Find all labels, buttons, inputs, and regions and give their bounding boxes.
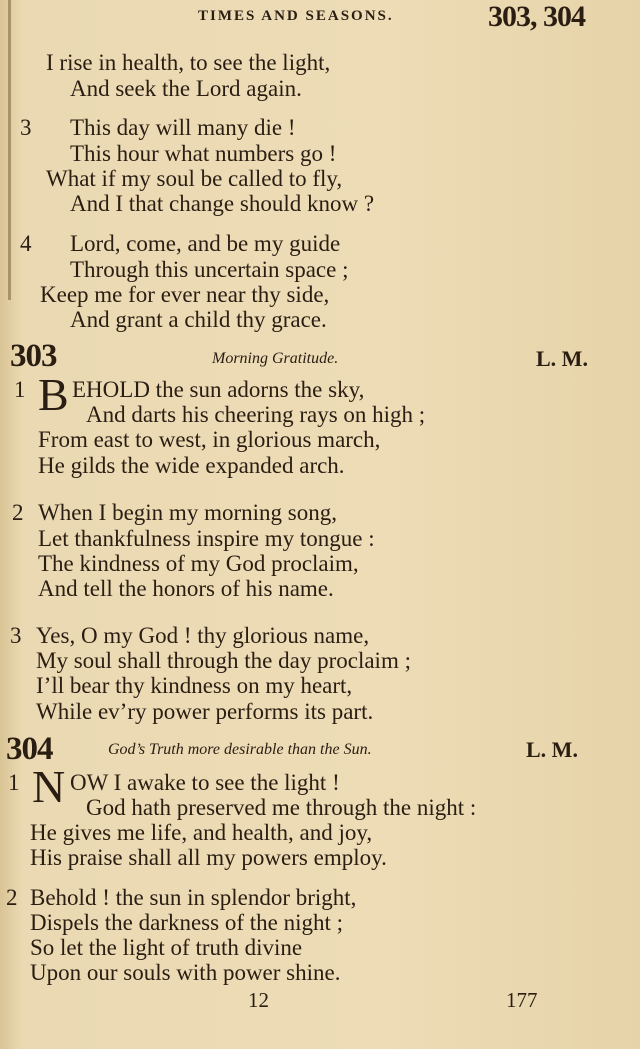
verse-line: Let thankfulness inspire my tongue :: [38, 526, 375, 551]
verse-line: Yes, O my God ! thy glorious name,: [36, 623, 370, 648]
verse-number: 1: [14, 377, 26, 402]
signature-mark: 12: [248, 988, 269, 1012]
verse-line: The kindness of my God proclaim,: [38, 551, 359, 576]
verse-line: And tell the honors of his name.: [38, 576, 334, 601]
verse-number: 2: [12, 500, 24, 525]
verse-line: When I begin my morning song,: [38, 500, 337, 525]
verse-number: 3: [10, 623, 22, 648]
verse-line: And I that change should know ?: [70, 191, 375, 216]
verse-line: This hour what numbers go !: [70, 141, 337, 166]
page-number: 177: [506, 988, 538, 1012]
carryover-line: I rise in health, to see the light,: [46, 50, 331, 75]
verse-line: OW I awake to see the light !: [70, 770, 340, 795]
verse-line: I’ll bear thy kindness on my heart,: [36, 673, 353, 698]
verse-line: Through this uncertain space ;: [70, 257, 349, 282]
verse-line: What if my soul be called to fly,: [46, 166, 343, 191]
drop-capital: N: [32, 761, 66, 812]
verse-line: He gives me life, and health, and joy,: [30, 820, 373, 845]
verse-line: While ev’ry power performs its part.: [36, 699, 374, 724]
running-title: TIMES AND SEASONS.: [198, 8, 394, 24]
drop-capital: B: [38, 369, 69, 420]
page-spine-edge: [8, 0, 11, 300]
verse-number: 2: [6, 885, 18, 910]
verse-line: God hath preserved me through the night :: [86, 795, 477, 820]
hymn-title: Morning Gratitude.: [212, 350, 339, 367]
hymn-number: 304: [6, 731, 53, 767]
verse-line: This day will many die !: [70, 115, 296, 140]
verse-line: My soul shall through the day proclaim ;: [36, 648, 411, 673]
hymn-number: 303: [10, 338, 57, 374]
verse-line: EHOLD the sun adorns the sky,: [72, 377, 365, 402]
verse-line: Behold ! the sun in splendor bright,: [30, 885, 357, 910]
verse-line: From east to west, in glorious march,: [38, 427, 381, 452]
verse-number: 3: [20, 115, 32, 140]
carryover-line: And seek the Lord again.: [70, 76, 302, 101]
hymn-title: God’s Truth more desirable than the Sun.: [108, 741, 372, 758]
verse-line: Dispels the darkness of the night ;: [30, 910, 344, 935]
verse-line: Lord, come, and be my guide: [70, 231, 341, 256]
verse-line: Keep me for ever near thy side,: [40, 282, 330, 307]
verse-line: His praise shall all my powers employ.: [30, 845, 387, 870]
verse-number: 1: [8, 770, 20, 795]
verse-line: Upon our souls with power shine.: [30, 960, 341, 985]
hymn-meter: L. M.: [536, 346, 588, 371]
hymn-meter: L. M.: [526, 737, 578, 762]
verse-line: He gilds the wide expanded arch.: [38, 453, 345, 478]
verse-line: And darts his cheering rays on high ;: [86, 402, 426, 427]
verse-line: And grant a child thy grace.: [70, 307, 327, 332]
verse-line: So let the light of truth divine: [30, 935, 303, 960]
verse-number: 4: [20, 231, 32, 256]
header-hymn-numbers: 303, 304: [488, 0, 585, 33]
